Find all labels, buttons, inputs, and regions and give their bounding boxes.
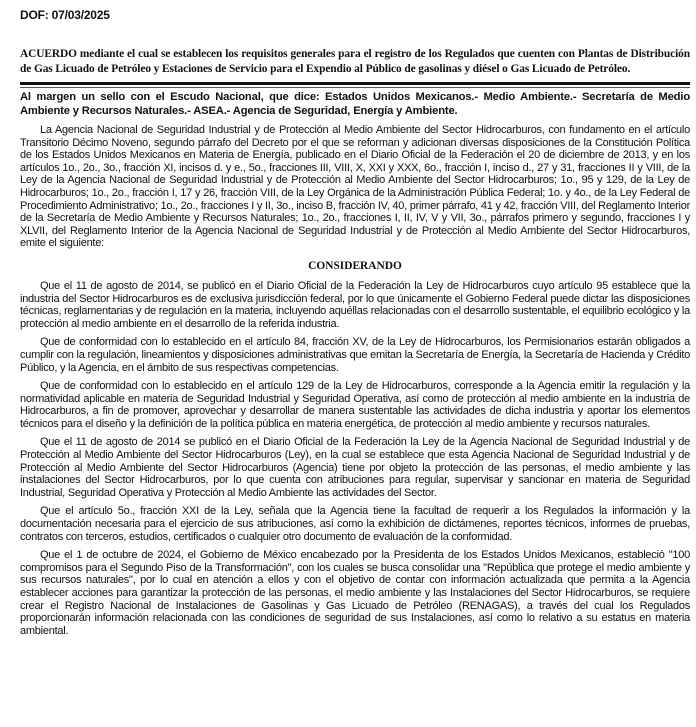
- seal-note: Al margen un sello con el Escudo Nacional, que dice: Estados Unidos Mexicanos.- Medio Ambiente.- Secretaría de Medio Ambiente y Recursos Naturales.- ASEA.- Agencia de Seguridad, Energía y Ambiente.: [20, 91, 690, 117]
- dof-date: DOF: 07/03/2025: [20, 8, 110, 22]
- paragraph: Que el 1 de octubre de 2024, el Gobierno de México encabezado por la Presidenta de los Estados Unidos Mexicanos, estableció "100 compromisos para el Segundo Piso de la Transformación", con los cuales se busca consolidar una "República que protege el medio ambiente y sus recursos naturales", por lo cual en atención a ellos y con el objetivo de contar con información actualizada que permita a la Agencia establecer acciones para garantizar la protección de las personas, el medio ambiente y las Instalaciones del Sector Hidrocarburos, se requiere crear el Registro Nacional de Instalaciones de Gasolinas y Gas Licuado de Petróleo (RENAGAS), a través del cual los Regulados proporcionarán información relacionada con las condiciones de seguridad de sus Instalaciones, así como lo relativo a su estatus en materia ambiental.: [20, 549, 690, 637]
- paragraph: Que de conformidad con lo establecido en el artículo 129 de la Ley de Hidrocarburos, corresponde a la Agencia emitir la regulación y la normatividad aplicable en materia de Seguridad Industrial y Seguridad Operativa, así como de protección al medio ambiente en la industria de Hidrocarburos, a fin de promover, aprovechar y desarrollar de manera sustentable las actividades de dicha industria y aportar los elementos técnicos para el diseño y la definición de la política pública en materia energética, de protección al medio ambiente y recursos naturales.: [20, 380, 690, 430]
- paragraph: Que el 11 de agosto de 2014, se publicó en el Diario Oficial de la Federación la Ley de Hidrocarburos cuyo artículo 95 establece que la industria del Sector Hidrocarburos es de exclusiva jurisdicción federal, por lo que únicamente el Gobierno Federal puede dictar las disposiciones técnicas, reglamentarias y de regulación en la materia, incluyendo aquéllas relacionadas con el desarrollo sustentable, el equilibrio ecológico y la protección al medio ambiente en el desarrollo de la referida industria.: [20, 279, 690, 330]
- paragraph: Que el 11 de agosto de 2014 se publicó en el Diario Oficial de la Federación la Ley de la Agencia Nacional de Seguridad Industrial y de Protección al Medio Ambiente del Sector Hidrocarburos (Ley), en la cual se establece que esta Agencia Nacional de Seguridad Industrial y de Protección al Medio Ambiente del Sector Hidrocarburos (Agencia) tiene por objeto la protección de las personas, el medio ambiente y las instalaciones del Sector Hidrocarburos, por lo que cuenta con atribuciones para regular, supervisar y sancionar en materia de Seguridad Industrial, Seguridad Operativa y Protección al Medio Ambiente las actividades del Sector.: [20, 436, 690, 499]
- document-title: ACUERDO mediante el cual se establecen los requisitos generales para el registro de los Regulados que cuenten con Plantas de Distribución de Gas Licuado de Petróleo y Estaciones de Servicio para el Expendio al Público de gasolinas y diésel o Gas Licuado de Petróleo.: [20, 48, 690, 75]
- divider: [20, 87, 690, 88]
- paragraph: Que de conformidad con lo establecido en el artículo 84, fracción XV, de la Ley de Hidrocarburos, los Permisionarios estarán obligados a cumplir con la regulación, lineamientos y disposiciones administrativas que emitan la Secretaría de Energía, la Secretaría de Hacienda y Crédito Público, y la Agencia, en el ámbito de sus respectivas competencias.: [20, 336, 690, 374]
- divider: [20, 82, 690, 85]
- paragraph: Que el artículo 5o., fracción XXI de la Ley, señala que la Agencia tiene la facultad de requerir a los Regulados la información y la documentación necesaria para el ejercicio de sus atribuciones, así como la exhibición de dictámenes, reportes técnicos, informes de pruebas, contratos con terceros, estudios, certificados o cualquier otro documento de evaluación de la conformidad.: [20, 505, 690, 543]
- intro-paragraph: La Agencia Nacional de Seguridad Industrial y de Protección al Medio Ambiente del Sector Hidrocarburos, con fundamento en el artículo Transitorio Décimo Noveno, segundo párrafo del Decreto por el que se reforman y adicionan diversas disposiciones de la Constitución Política de los Estados Unidos Mexicanos en Materia de Energía, publicado en el Diario Oficial de la Federación el 20 de diciembre de 2013, y en los artículos 1o., 2o., 3o., fracción XI, incisos d. y e., 5o., fracciones III, VIII, X, XXI y XXX, 6o., fracción I, inciso d., 27 y 31, fracciones II y VIII, de la Ley de la Agencia Nacional de Seguridad Industrial y de Protección al Medio Ambiente del Sector Hidrocarburos; 1o., 95 y 129, de la Ley de Hidrocarburos; 1o., 2o., fracción I, 17 y 26, fracción VIII, de la Ley Orgánica de la Administración Pública Federal; 1o. y 4o., de la Ley Federal de Procedimiento Administrativo; 1o., 2o., fracciones I y II, 3o., inciso B, fracción IV, 40, primer párrafo, 41 y 42, fracción VIII, del Reglamento Interior de la Secretaría de Medio Ambiente y Recursos Naturales; 1o., 2o., fracciones I, II, IV, V y VII, 3o., párrafos primero y segundo, fracciones I y XLVII, del Reglamento Interior de la Agencia Nacional de Seguridad Industrial y de Protección al Medio Ambiente del Sector Hidrocarburos, emite el siguiente:: [20, 124, 690, 250]
- section-heading: CONSIDERANDO: [308, 259, 402, 272]
